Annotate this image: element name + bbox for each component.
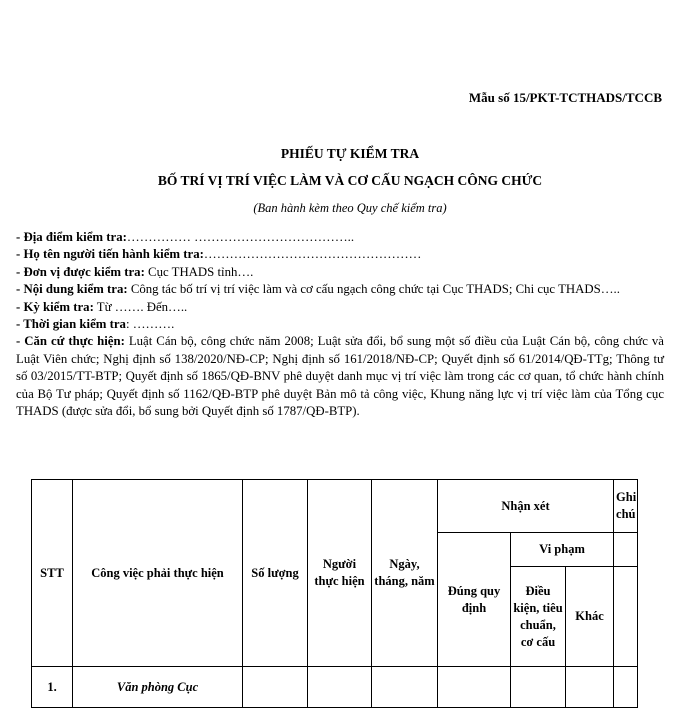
row-task: Văn phòng Cục bbox=[73, 667, 243, 708]
header-quantity: Số lượng bbox=[243, 480, 308, 667]
field-period-label: - Kỳ kiểm tra: bbox=[16, 299, 94, 314]
document-subtitle: (Ban hành kèm theo Quy chế kiểm tra) bbox=[253, 201, 447, 215]
inspection-table bbox=[31, 479, 638, 708]
row-cell bbox=[614, 667, 638, 708]
field-unit-value: Cục THADS tỉnh…. bbox=[144, 264, 254, 279]
field-unit-label: - Đơn vị được kiểm tra: bbox=[16, 264, 145, 279]
document-subject: BỐ TRÍ VỊ TRÍ VIỆC LÀM VÀ CƠ CẤU NGẠCH CÔNG CHỨC bbox=[157, 173, 543, 188]
field-content-value: Công tác bố trí vị trí việc làm và cơ cấu ngạch công chức tại Cục THADS; Chi cục THADS….. bbox=[127, 282, 620, 297]
header-note-spacer bbox=[614, 567, 638, 667]
header-compliant: Đúng quy định bbox=[438, 533, 511, 667]
field-basis-value: Luật Cán bộ, công chức năm 2008; Luật sửa đổi, bổ sung một số điều của Luật Cán bộ, công chức và Luật Viên chức; Nghị định số 138/2020/NĐ-CP; Nghị định số 161/2018/NĐ-CP; Quyết định số 61/2014/QĐ-TTg; Thông tư số 03/2015/TT-BTP; Quyết định số 1865/QĐ-BNV phê duyệt danh mục vị trí việc làm trong các cơ quan, tổ chức hành chính của Bộ Tư pháp; Quyết định số 1162/QĐ-BTP phê duyệt Bản mô tả công việc, Khung năng lực vị trí việc làm của Tổng cục THADS (được sửa đổi, bổ sung bởi Quyết định số 1787/QĐ-BTP). bbox=[16, 334, 664, 419]
form-number: Mẫu số 15/PKT-TCTHADS/TCCB bbox=[468, 90, 662, 105]
row-cell bbox=[511, 667, 566, 708]
field-content bbox=[16, 281, 664, 298]
field-location-value: …………… ……………………………….. bbox=[126, 230, 355, 244]
field-inspector bbox=[16, 246, 664, 263]
row-cell bbox=[243, 667, 308, 708]
header-task: Công việc phải thực hiện bbox=[73, 480, 243, 667]
field-inspector-label: - Họ tên người tiến hành kiểm tra: bbox=[16, 247, 204, 262]
row-stt: 1. bbox=[32, 667, 73, 708]
header-note: Ghi chú bbox=[614, 480, 638, 533]
header-note-spacer bbox=[614, 533, 638, 567]
header-review: Nhận xét bbox=[438, 480, 614, 533]
field-unit bbox=[16, 264, 664, 281]
header-date: Ngày, tháng, năm bbox=[372, 480, 438, 667]
field-time-label: - Thời gian kiểm tra bbox=[16, 317, 126, 332]
field-period bbox=[16, 299, 664, 316]
field-basis bbox=[16, 333, 664, 420]
row-cell bbox=[372, 667, 438, 708]
field-inspector-value: …………………………………………… bbox=[203, 247, 422, 262]
row-cell bbox=[308, 667, 372, 708]
row-cell bbox=[438, 667, 511, 708]
table-row bbox=[32, 667, 638, 708]
field-location-label: - Địa điểm kiểm tra: bbox=[16, 230, 127, 244]
header-performer: Người thực hiện bbox=[308, 480, 372, 667]
document-title: PHIẾU TỰ KIỂM TRA bbox=[280, 146, 420, 161]
field-location bbox=[16, 229, 664, 246]
header-other: Khác bbox=[566, 567, 614, 667]
field-content-label: - Nội dung kiểm tra: bbox=[16, 282, 128, 297]
field-time-value: : ………. bbox=[125, 317, 175, 332]
row-cell bbox=[566, 667, 614, 708]
field-time bbox=[16, 316, 664, 333]
header-violation: Vi phạm bbox=[511, 533, 614, 567]
field-basis-label: - Căn cứ thực hiện: bbox=[16, 334, 125, 349]
inspection-fields bbox=[16, 229, 664, 420]
header-conditions: Điều kiện, tiêu chuẩn, cơ cấu bbox=[511, 567, 566, 667]
field-period-value: Từ ……. Đến….. bbox=[93, 299, 188, 314]
header-stt: STT bbox=[32, 480, 73, 667]
